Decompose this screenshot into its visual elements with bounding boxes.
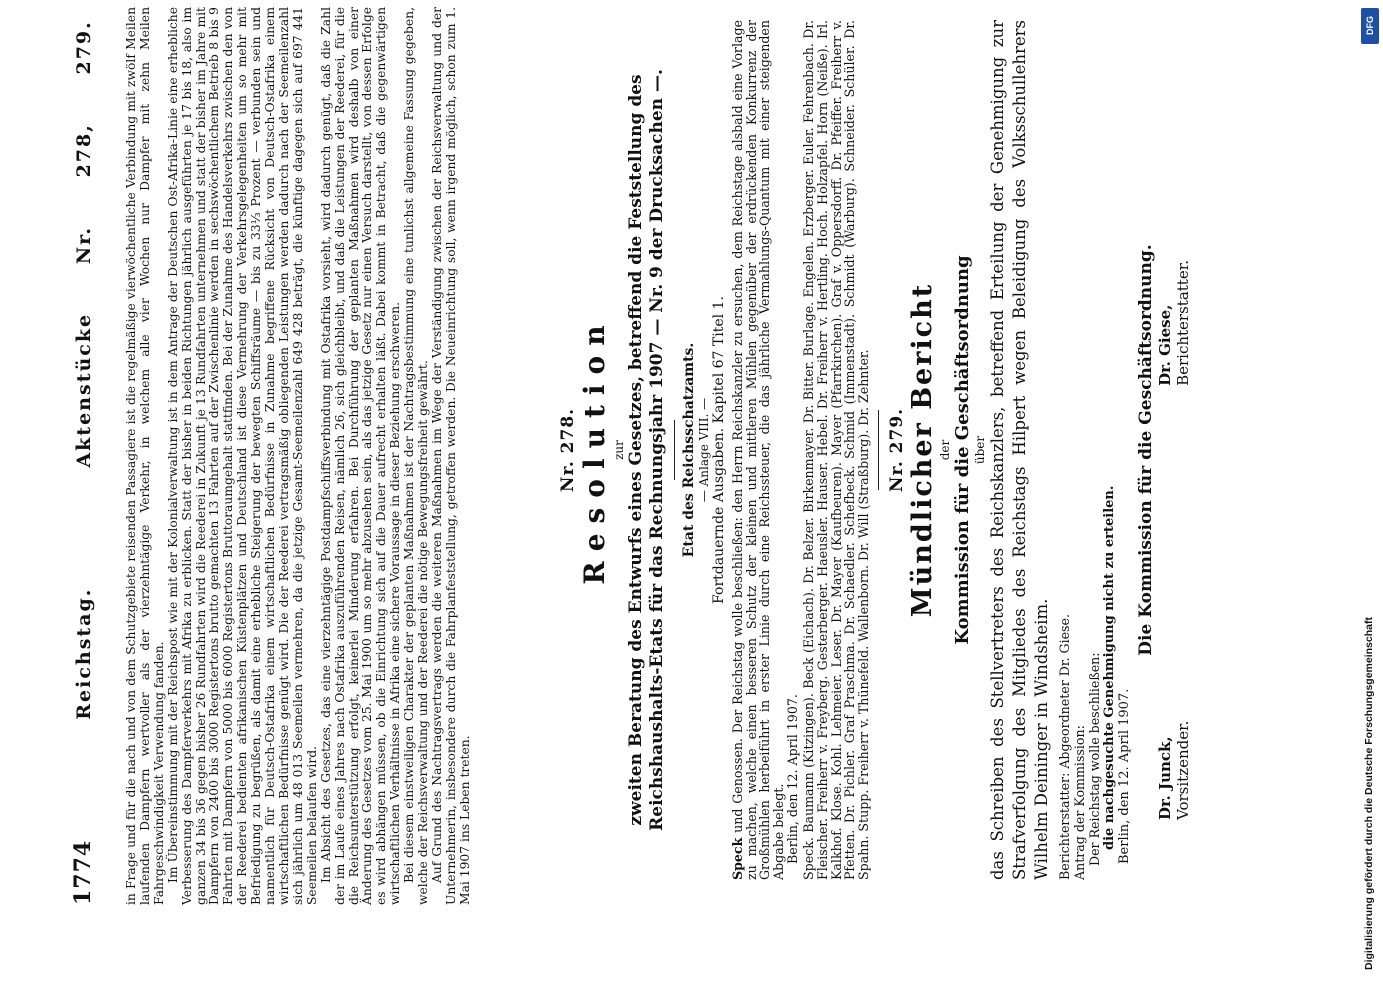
resolution-subject: zweiten Beratung des Entwurfs eines Gesetzes, betreffend die Feststellung des Reichshaushalts-Etats für das Rechnungsjahr 1907 — Nr. 9 der Drucksachen —. (626, 69, 667, 831)
page-header (70, 20, 96, 905)
date-279: Berlin, den 12. April 1907. (1117, 688, 1133, 864)
sig-right-name: Dr. Giese, (1156, 304, 1175, 386)
signature-right (1156, 260, 1192, 386)
speck-motion (731, 20, 785, 880)
column-left (125, 7, 473, 905)
reichstag-wolle: Der Reichstag wolle beschließen: (1087, 652, 1103, 866)
muendlicher-bericht-title: Mündlicher Bericht (907, 282, 939, 618)
speck-text: und Genossen. Der Reichstag wolle beschließen: den Herrn Reichskanzler zu ersuchen, dem Reichstage alsbald eine Vorlage zu machen, welche einen besseren Schutz der kleinen und mittleren Mühlen gegenüber der erdrückenden Konkurrenz der Großmühlen herbeiführt in erster Linie durch eine Reichssteuer, die das jährliche Vermahlungs-Quantum mit einer steigenden Abgabe belegt. (730, 20, 786, 880)
etat-heading: Etat des Reichsschatzamts. (681, 342, 697, 558)
ueber-label: über (973, 435, 988, 465)
zur-label: zur (612, 440, 626, 460)
speck-lead: Speck (730, 837, 745, 880)
doc-number-279: Nr. 279. (887, 407, 908, 493)
doc-number-278: Nr. 278. (558, 407, 578, 493)
sig-left-role: Vorsitzender. (1174, 720, 1193, 820)
sig-right-role: Berichterstatter. (1174, 260, 1193, 386)
genehmigung-text: die nachgesuchte Genehmigung nicht zu erteilen. (1102, 485, 1118, 850)
col1-paragraph: Auf Grund des Nachtragsvertrags werden die weiteren Maßnahmen im Wege der Verständigung zwischen der Reichsverwaltung und der Unternehmerin, insbesondere durch die Fahrplanfeststellung, getroffen werden. Die Neueinrichtung soll, wenn irgend möglich, schon zum 1. Mai 1907 ins Leben treten. (429, 7, 472, 905)
signature-left (1156, 721, 1192, 820)
divider (878, 410, 879, 490)
page-number: 1774 (70, 839, 96, 905)
col1-paragraph: Im Absicht des Gesetzes, das eine vierzehntägige Postdampfschiffsverbindung mit Ostafrika vorsieht, wird dadurch genügt, daß die Zahl der im Laufe eines Jahres nach Ostafrika auszuführenden Reisen, nämlich 26, sich gleichbleibt, und daß die Leistungen der Reederei, für die die Reichsunterstützung erfolgt, keinerlei Minderung erfahren. Bei Durchführung der geplanten Maßnahmen wird deshalb von einer Änderung des Gesetzes vom 25. Mai 1900 um so mehr abzusehen sein, als das jetzige Gesetz nur einen Versuch darstellt, von dessen Erfolge es wird abhängen müssen, ob die Einrichtung sich auf die Dauer aufrecht erhalten läßt. Dabei kommt in Betracht, daß die gegenwärtigen wirtschaftlichen Verhältnisse in Afrika eine sichere Voraussage in dieser Beziehung erschweren. (318, 7, 403, 905)
sig-left-name: Dr. Junck, (1156, 736, 1175, 820)
fortdauernde-label: Fortdauernde Ausgaben. Kapitel 67 Titel 1. (711, 296, 727, 604)
anlage-label: — Anlage VIII. — (697, 397, 711, 503)
berichterstatter: Berichterstatter: Abgeordneter Dr. Giese. (1057, 614, 1073, 880)
signature-block (1156, 260, 1192, 820)
signers: Speck. Baumann (Kitzingen). Beck (Eichach). Dr. Belzer. Birkenmayer. Dr. Bitter. Burlage. Engelen. Erzberger. Euler. Fehrenbach. Dr. Fleischer. Freiherr v. Freyberg. Gesterberger. Haeusler. Hauser. Hebel. Dr. Freiherr v. Hertling. Hoch. Holzapfel. Horn (Neiße). Irl. Kalkhof. Klose. Kohl. Lehmeier. Leser. Dr. Mayer (Kaufbeuren). Mayer (Pfarrkirchen). Graf v. Oppersdorff. Dr. Pfeiffer. Freiherr v. Pfetten. Dr. Pichler. Graf Praschma. Dr. Schaedler. Schefbeck. Schmid (Immenstadt). Schmidt (Warburg). Schneider. Schüler. Dr. Spahn. Stupp. Freiherr v. Thünefeld. Wallenborn. Dr. Will (Straßburg). Dr. Zehnter. (801, 20, 871, 880)
col1-paragraph: in Frage und für die nach und von dem Schutzgebiete reisenden Passagiere ist die regelmäßige vierwöchentliche Verbindung mit zwölf Meilen laufenden Dampfern wertvoller als der vierzehntägige Verkehr, in welchem alle vier Wochen nur Dampfer mit zehn Meilen Fahrgeschwindigkeit Verwendung fanden. (124, 7, 166, 905)
antrag-label: Antrag der Kommission: (1072, 725, 1088, 880)
col1-paragraph: Bei diesem einstweiligen Charakter der geplanten Maßnahmen ist der Nachtragsbestimmung eine tunlichst allgemeine Fassung gegeben, welche der Reichsverwaltung und der Reederei die nötige Bewegungsfreiheit gewährt. (402, 7, 431, 905)
dfg-logo: DFG (1361, 8, 1379, 44)
der-label: der (938, 439, 953, 461)
header-left: Reichstag. (73, 587, 95, 720)
bericht-body: das Schreiben des Stellvertreters des Reichskanzlers, betreffend Erteilung der Genehmigung zur Strafverfolgung des Mitgliedes des Reichstags Hilpert wegen Beleidigung des Volksschullehrers Wilhelm Deininger in Windsheim. (988, 20, 1052, 880)
kommission-signature: Die Kommission für die Geschäftsordnung. (1136, 244, 1157, 656)
kommission-heading: Kommission für die Geschäftsordnung (952, 255, 974, 645)
divider (674, 420, 675, 480)
header-center: Aktenstücke Nr. 278, 279. (73, 20, 95, 468)
resolution-title: Resolution (578, 315, 611, 585)
col1-paragraph: Im Übereinstimmung mit der Reichspost wie mit der Kolonialverwaltung ist in dem Antrage der Deutschen Ost-Afrika-Linie eine erhebliche Verbesserung des Dampferverkehrs mit Afrika zu erblicken. Statt der bisher in beiden Richtungen jährlich ausgeführten je 17 bis 18, also im ganzen 34 bis 36 gegen bisher 26 Rundfahrten wird die Reederei in Zukunft je 13 Rundfahrten unternehmen und statt der bisher im Jahre mit Dampfern von 2400 bis 3000 Registertons brutto gemachten 13 Fahrten auf der Zwischenlinie werden in sechswöchentlichem Betrieb 8 bis 9 Fahrten mit Dampfern von 5000 bis 6000 Registertons Bruttoraumgehalt stattfinden. Bei der Zunahme des Handelsverkehrs zwischen den von der Reederei bedienten afrikanischen Küstenplätzen und Deutschland ist diese Vermehrung der Verkehrsgelegenheiten um so mehr mit Befriedigung zu begrüßen, als damit eine erhebliche Steigerung der bewegten Schiffsräume — bis zu 33⅓ Prozent — verbunden sein und namentlich für Deutsch-Ostafrika einem wirtschaftlichen Bedürfnisse in Zunahme begriffene Rücksicht von Deutsch-Ostafrika einem wirtschaftlichen Bedürfnisse genügt wird. Die der Reederei vertragsmäßig obliegenden Leistungen werden dadurch nach der Seemeilenzahl sich jährlich um 48 013 Seemeilen vermehren, da die jetzige Gesamt-Seemeilenzahl 649 428 beträgt, die künftige dagegen sich auf 697 441 Seemeilen belaufen wird. (165, 7, 319, 905)
digitization-credit: Digitalisierung gefördert durch die Deutsche Forschungsgemeinschaft (1363, 617, 1375, 970)
right-column-block (558, 20, 1192, 880)
date-278: Berlin, den 12. April 1907. (785, 694, 801, 864)
